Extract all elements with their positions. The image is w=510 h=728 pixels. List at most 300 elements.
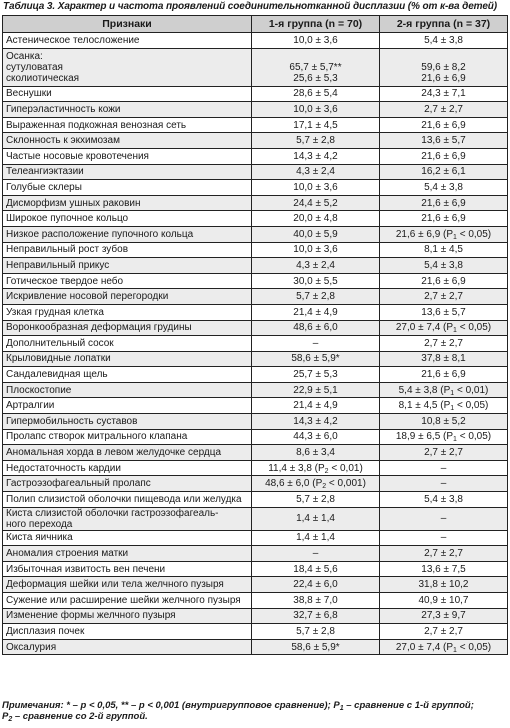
table-row [3, 33, 508, 49]
group-1-cell-line: 10,0 ± 3,6 [293, 34, 338, 46]
table-row [3, 273, 508, 289]
feature-cell-line: Аномалия строения матки [6, 548, 129, 560]
group-2-cell-line: 37,8 ± 8,1 [421, 353, 466, 365]
group-2-cell [380, 242, 508, 258]
table-row [3, 304, 508, 320]
group-1-cell-line: 5,7 ± 2,8 [296, 291, 335, 303]
feature-cell-line: Телеангиэктазии [6, 166, 84, 178]
feature-cell-line: Склонность к экхимозам [6, 135, 120, 147]
group-2-cell [380, 561, 508, 577]
group-1-cell [252, 211, 380, 227]
group-1-cell-line: 44,3 ± 6,0 [293, 431, 338, 443]
group-1-cell-value: 11,4 ± 3,8 (P [268, 462, 325, 474]
feature-cell [3, 226, 252, 242]
feature-cell-line: Астеническое телосложение [6, 34, 140, 46]
group-1-cell [252, 304, 380, 320]
feature-cell-line: Дисморфизм ушных раковин [6, 197, 141, 209]
group-1-cell [252, 102, 380, 118]
feature-cell [3, 561, 252, 577]
feature-cell-line: Гастроэзофагеальный пролапс [6, 478, 151, 490]
group-1-cell-line: – [312, 548, 319, 560]
group-1-cell [252, 577, 380, 593]
notes-line-2-post: – сравнение со 2-й группой. [12, 711, 148, 722]
group-2-cell [380, 429, 508, 445]
group-1-cell-line: – [312, 337, 319, 349]
group-2-cell-line: 2,7 ± 2,7 [424, 625, 463, 637]
group-2-cell [380, 226, 508, 242]
group-2-cell [380, 530, 508, 546]
group-1-cell-value: 48,6 ± 6,0 (P [265, 478, 323, 490]
feature-cell-line: сутуловатая [6, 61, 63, 73]
group-2-cell [380, 33, 508, 49]
group-2-cell-subscript: 1 [450, 405, 455, 413]
group-2-cell-value: 21,6 ± 6,9 (P [395, 228, 454, 240]
table-row [3, 445, 508, 461]
feature-cell-line: Крыловидные лопатки [6, 353, 111, 365]
group-2-cell-comparison: < 0,05) [456, 228, 492, 240]
group-2-cell-value: 5,4 ± 3,8 (P [398, 384, 451, 396]
group-1-cell-line: 22,9 ± 5,1 [293, 384, 338, 396]
group-1-cell-line: 18,4 ± 5,6 [293, 563, 338, 575]
table-row [3, 639, 508, 655]
feature-cell-line: Выраженная подкожная венозная сеть [6, 119, 187, 131]
group-1-cell-line: 4,3 ± 2,4 [296, 166, 335, 178]
notes-line-1-sub: 1 [339, 705, 344, 712]
table-row [3, 476, 508, 492]
group-2-cell-line: 21,6 ± 6,9 [421, 275, 466, 287]
feature-cell-line: Пролапс створок митрального клапана [6, 431, 188, 443]
group-2-cell-line: 2,7 ± 2,7 [424, 291, 463, 303]
group-1-cell [252, 624, 380, 640]
group-1-cell [252, 242, 380, 258]
group-1-cell-line: 1,4 ± 1,4 [296, 532, 335, 544]
table-caption: Таблица 3. Характер и частота проявлений соединительнотканной дисплазии (% от к-ва детей) [3, 1, 498, 12]
table-row [3, 414, 508, 430]
feature-cell [3, 577, 252, 593]
group-1-cell [252, 273, 380, 289]
group-2-cell-line: 24,3 ± 7,1 [421, 88, 466, 100]
group-1-cell-line: 10,0 ± 3,6 [293, 244, 338, 256]
group-1-cell [252, 398, 380, 414]
group-1-cell [252, 639, 380, 655]
group-2-cell-comparison: < 0,05) [456, 641, 492, 653]
table-row [3, 148, 508, 164]
group-2-cell-line: 40,9 ± 10,7 [418, 594, 469, 606]
group-1-cell [252, 336, 380, 352]
feature-cell [3, 445, 252, 461]
group-1-cell-line: 10,0 ± 3,6 [293, 103, 338, 115]
table-row [3, 367, 508, 383]
feature-cell [3, 148, 252, 164]
table-row [3, 336, 508, 352]
table-notes [2, 700, 508, 722]
group-2-cell-line: 2,7 ± 2,7 [424, 447, 463, 459]
group-2-cell-subscript: 1 [453, 646, 457, 654]
table-row [3, 320, 508, 336]
feature-cell [3, 367, 252, 383]
table-row [3, 351, 508, 367]
feature-cell-line: Готическое твердое небо [6, 275, 124, 287]
notes-line-1 [2, 700, 508, 711]
feature-cell-line: Гиперэластичность кожи [6, 103, 121, 115]
group-1-cell-line: 25,6 ± 5,3 [293, 72, 338, 84]
group-2-cell-subscript: 1 [453, 436, 457, 444]
feature-cell [3, 211, 252, 227]
group-1-cell-line [255, 51, 376, 62]
group-2-cell [380, 476, 508, 492]
group-1-cell-line: 30,0 ± 5,5 [293, 275, 338, 287]
feature-cell-line: Деформация шейки или тела желчного пузыря [6, 579, 224, 591]
group-1-cell-line: 1,4 ± 1,4 [296, 513, 335, 525]
group-2-cell [380, 86, 508, 102]
group-1-cell-subscript: 2 [324, 467, 329, 475]
group-2-cell [380, 351, 508, 367]
group-2-cell [380, 460, 508, 476]
feature-cell [3, 608, 252, 624]
feature-cell [3, 336, 252, 352]
feature-cell [3, 476, 252, 492]
group-2-cell-line: 16,2 ± 6,1 [421, 166, 466, 178]
group-2-cell [380, 593, 508, 609]
feature-cell-line: Избыточная извитость вен печени [6, 563, 166, 575]
feature-cell [3, 398, 252, 414]
table-row [3, 48, 508, 86]
table-row [3, 195, 508, 211]
group-2-cell-line: 5,4 ± 3,8 [424, 259, 463, 271]
notes-line-1-post: – сравнение с 1-й группой; [343, 700, 474, 711]
group-2-cell-line: – [440, 532, 447, 544]
feature-cell [3, 414, 252, 430]
group-2-cell-subscript: 1 [450, 389, 455, 397]
table-row [3, 492, 508, 508]
group-2-cell [380, 102, 508, 118]
notes-line-2-pre: P [2, 711, 9, 722]
group-2-cell-subscript: 1 [453, 233, 457, 241]
group-1-cell-line: 38,8 ± 7,0 [293, 594, 338, 606]
group-2-cell [380, 492, 508, 508]
group-1-cell [252, 414, 380, 430]
feature-cell-line: Узкая грудная клетка [6, 306, 104, 318]
table-row [3, 507, 508, 530]
group-2-cell-line [383, 642, 504, 653]
notes-line-1-pre: Примечания: * – р < 0,05, ** – р < 0,001 (внутригрупповое сравнение); P [2, 700, 340, 711]
table-row [3, 164, 508, 180]
feature-cell-line: Сандалевидная щель [6, 369, 108, 381]
group-2-cell-line: 2,7 ± 2,7 [424, 548, 463, 560]
group-1-cell-line: 20,0 ± 4,8 [293, 213, 338, 225]
group-1-cell [252, 133, 380, 149]
feature-cell [3, 546, 252, 562]
group-1-cell-line: 17,1 ± 4,5 [293, 119, 338, 131]
group-2-cell-line: – [440, 462, 447, 474]
group-2-cell-line: 5,4 ± 3,8 [424, 181, 463, 193]
group-2-cell-line: – [440, 513, 447, 525]
group-1-cell-line: 22,4 ± 6,0 [293, 579, 338, 591]
group-1-cell [252, 180, 380, 196]
group-2-cell-line: 59,6 ± 8,2 [421, 61, 466, 73]
feature-cell [3, 492, 252, 508]
feature-cell [3, 639, 252, 655]
table-row [3, 289, 508, 305]
group-2-cell-subscript: 1 [453, 327, 457, 335]
group-1-cell [252, 117, 380, 133]
group-2-cell-line: 27,3 ± 9,7 [421, 610, 466, 622]
group-2-cell-line: 21,6 ± 6,9 [421, 197, 466, 209]
group-1-cell [252, 33, 380, 49]
group-2-cell [380, 398, 508, 414]
feature-cell [3, 86, 252, 102]
feature-cell-line: Неправильный рост зубов [6, 244, 129, 256]
feature-cell [3, 33, 252, 49]
feature-cell [3, 289, 252, 305]
group-1-cell [252, 530, 380, 546]
group-2-cell-line: 31,8 ± 10,2 [418, 579, 469, 591]
notes-line-2-sub: 2 [8, 716, 13, 723]
table-row [3, 382, 508, 398]
group-2-cell [380, 48, 508, 86]
group-1-cell-line: 21,4 ± 4,9 [293, 400, 338, 412]
group-2-cell [380, 577, 508, 593]
group-1-cell [252, 608, 380, 624]
group-2-cell-comparison: < 0,01) [454, 384, 489, 396]
group-2-cell [380, 164, 508, 180]
group-1-cell-subscript: 2 [322, 483, 327, 491]
group-1-cell [252, 561, 380, 577]
group-1-cell [252, 195, 380, 211]
table-row [3, 102, 508, 118]
group-1-cell-line: 4,3 ± 2,4 [296, 259, 335, 271]
group-2-cell-line: 21,6 ± 6,9 [421, 72, 466, 84]
feature-cell-line: Веснушки [6, 88, 52, 100]
group-2-cell [380, 608, 508, 624]
table-header-row [3, 16, 508, 33]
feature-cell [3, 320, 252, 336]
group-2-cell-line: 21,6 ± 6,9 [421, 369, 466, 381]
table-row [3, 608, 508, 624]
feature-cell-line: Сужение или расширение шейки желчного пузыря [6, 594, 241, 606]
feature-cell [3, 624, 252, 640]
group-1-cell-line: 14,3 ± 4,2 [293, 150, 338, 162]
table-row [3, 117, 508, 133]
group-2-cell-value: 27,0 ± 7,4 (P [395, 641, 454, 653]
group-2-cell-line: 5,4 ± 3,8 [424, 493, 463, 505]
group-2-cell [380, 546, 508, 562]
group-1-cell-line: 5,7 ± 2,8 [296, 625, 335, 637]
group-2-cell [380, 304, 508, 320]
table-row [3, 429, 508, 445]
group-2-cell [380, 639, 508, 655]
group-1-cell [252, 445, 380, 461]
feature-cell [3, 117, 252, 133]
group-2-cell [380, 624, 508, 640]
group-1-cell [252, 48, 380, 86]
group-1-cell-line: 32,7 ± 6,8 [293, 610, 338, 622]
group-2-cell-line [383, 385, 504, 396]
group-1-cell-line: 21,4 ± 4,9 [293, 306, 338, 318]
group-2-cell-line: 2,7 ± 2,7 [424, 103, 463, 115]
feature-cell [3, 164, 252, 180]
group-1-cell-line: 58,6 ± 5,9* [291, 353, 340, 365]
group-1-cell [252, 492, 380, 508]
group-1-cell [252, 367, 380, 383]
group-1-cell-comparison: < 0,01) [328, 462, 363, 474]
group-1-cell-comparison: < 0,001) [326, 478, 366, 490]
group-2-cell-line: 5,4 ± 3,8 [424, 34, 463, 46]
group-2-cell-line: – [440, 478, 447, 490]
feature-cell [3, 530, 252, 546]
group-1-cell-line: 24,4 ± 5,2 [293, 197, 338, 209]
group-1-cell-line: 10,0 ± 3,6 [293, 181, 338, 193]
group-2-cell-line: 21,6 ± 6,9 [421, 150, 466, 162]
table-row [3, 242, 508, 258]
table-row [3, 530, 508, 546]
feature-cell [3, 382, 252, 398]
group-1-cell [252, 507, 380, 530]
group-2-cell [380, 258, 508, 274]
table-body [3, 33, 508, 655]
feature-cell [3, 304, 252, 320]
group-2-cell [380, 445, 508, 461]
group-2-cell [380, 336, 508, 352]
feature-cell-line: Оксалурия [6, 641, 57, 653]
feature-cell-line: Широкое пупочное кольцо [6, 213, 129, 225]
feature-cell-line: Полип слизистой оболочки пищевода или желудка [6, 493, 242, 505]
group-1-cell [252, 289, 380, 305]
feature-cell-line: ного перехода [6, 518, 73, 530]
feature-cell-line: Артралгии [6, 400, 55, 412]
group-2-cell-line [383, 229, 504, 240]
group-2-cell [380, 117, 508, 133]
group-1-cell [252, 429, 380, 445]
feature-cell-line: Киста слизистой оболочки гастроэзофагеаль- [6, 507, 219, 519]
group-2-cell-line [383, 431, 504, 442]
group-2-cell [380, 414, 508, 430]
feature-cell [3, 102, 252, 118]
header-feature: Признаки [3, 16, 252, 33]
group-2-cell-line: 10,8 ± 5,2 [421, 415, 466, 427]
feature-cell-line: Воронкообразная деформация грудины [6, 322, 192, 334]
group-2-cell-line [383, 400, 504, 411]
group-1-cell [252, 226, 380, 242]
table-row [3, 211, 508, 227]
group-1-cell-line: 14,3 ± 4,2 [293, 415, 338, 427]
group-2-cell-line: 13,6 ± 5,7 [421, 306, 466, 318]
group-2-cell [380, 133, 508, 149]
group-1-cell-line: 5,7 ± 2,8 [296, 135, 335, 147]
group-1-cell-line [255, 463, 376, 474]
group-2-cell-value: 18,9 ± 6,5 (P [395, 431, 454, 443]
table-row [3, 577, 508, 593]
feature-cell-line: Частые носовые кровотечения [6, 150, 149, 162]
table-row [3, 460, 508, 476]
feature-cell [3, 242, 252, 258]
table-row [3, 593, 508, 609]
group-2-cell [380, 320, 508, 336]
table-row [3, 86, 508, 102]
group-1-cell [252, 320, 380, 336]
feature-cell [3, 351, 252, 367]
feature-cell [3, 195, 252, 211]
group-2-cell [380, 195, 508, 211]
group-1-cell [252, 351, 380, 367]
group-1-cell [252, 546, 380, 562]
group-2-cell-line [383, 51, 504, 62]
group-2-cell [380, 382, 508, 398]
group-1-cell-line: 8,6 ± 3,4 [296, 447, 335, 459]
group-2-cell [380, 148, 508, 164]
group-1-cell [252, 148, 380, 164]
header-group-1: 1-я группа (n = 70) [252, 16, 380, 33]
group-2-cell-line: 13,6 ± 7,5 [421, 563, 466, 575]
feature-cell-line: Изменение формы желчного пузыря [6, 610, 176, 622]
feature-cell-line: Недостаточность кардии [6, 462, 121, 474]
feature-cell-line: Искривление носовой перегородки [6, 291, 169, 303]
data-table [2, 15, 508, 655]
feature-cell [3, 429, 252, 445]
feature-cell [3, 273, 252, 289]
group-1-cell-line: 25,7 ± 5,3 [293, 369, 338, 381]
feature-cell-line: Неправильный прикус [6, 259, 110, 271]
group-2-cell [380, 273, 508, 289]
table-row [3, 180, 508, 196]
group-1-cell [252, 86, 380, 102]
group-2-cell [380, 367, 508, 383]
group-2-cell-value: 27,0 ± 7,4 (P [395, 322, 454, 334]
feature-cell [3, 133, 252, 149]
table-row [3, 546, 508, 562]
feature-cell-line: Осанка: [6, 50, 43, 62]
group-2-cell [380, 180, 508, 196]
feature-cell [3, 48, 252, 86]
group-1-cell-line: 5,7 ± 2,8 [296, 493, 335, 505]
table-row [3, 624, 508, 640]
group-1-cell-line [255, 478, 376, 489]
group-1-cell [252, 460, 380, 476]
group-1-cell-line: 40,0 ± 5,9 [293, 228, 338, 240]
group-2-cell-line: 13,6 ± 5,7 [421, 135, 466, 147]
feature-cell [3, 460, 252, 476]
group-1-cell [252, 476, 380, 492]
group-1-cell [252, 164, 380, 180]
notes-line-2 [2, 711, 508, 722]
header-group-2: 2-я группа (n = 37) [380, 16, 508, 33]
table-row [3, 133, 508, 149]
group-1-cell-line: 28,6 ± 5,4 [293, 88, 338, 100]
group-1-cell-line: 48,6 ± 6,0 [293, 322, 338, 334]
group-2-cell [380, 211, 508, 227]
group-1-cell [252, 258, 380, 274]
group-1-cell-line: 65,7 ± 5,7** [289, 61, 342, 73]
group-2-cell-line [383, 322, 504, 333]
feature-cell [3, 180, 252, 196]
group-1-cell-line: 58,6 ± 5,9* [291, 641, 340, 653]
feature-cell [3, 258, 252, 274]
feature-cell [3, 593, 252, 609]
group-2-cell-comparison: < 0,05) [456, 322, 492, 334]
feature-cell-line: Гипермобильность суставов [6, 415, 138, 427]
feature-cell-line: сколиотическая [6, 72, 80, 84]
group-2-cell [380, 507, 508, 530]
feature-cell [3, 507, 252, 530]
feature-cell-line: Голубые склеры [6, 181, 82, 193]
group-2-cell-comparison: < 0,05) [456, 431, 492, 443]
group-2-cell-value: 8,1 ± 4,5 (P [398, 400, 451, 412]
feature-cell-line: Киста яичника [6, 532, 73, 544]
group-2-cell-line: 21,6 ± 6,9 [421, 119, 466, 131]
table-row [3, 258, 508, 274]
feature-cell-line: Плоскостопие [6, 384, 72, 396]
group-2-cell-line: 2,7 ± 2,7 [424, 337, 463, 349]
